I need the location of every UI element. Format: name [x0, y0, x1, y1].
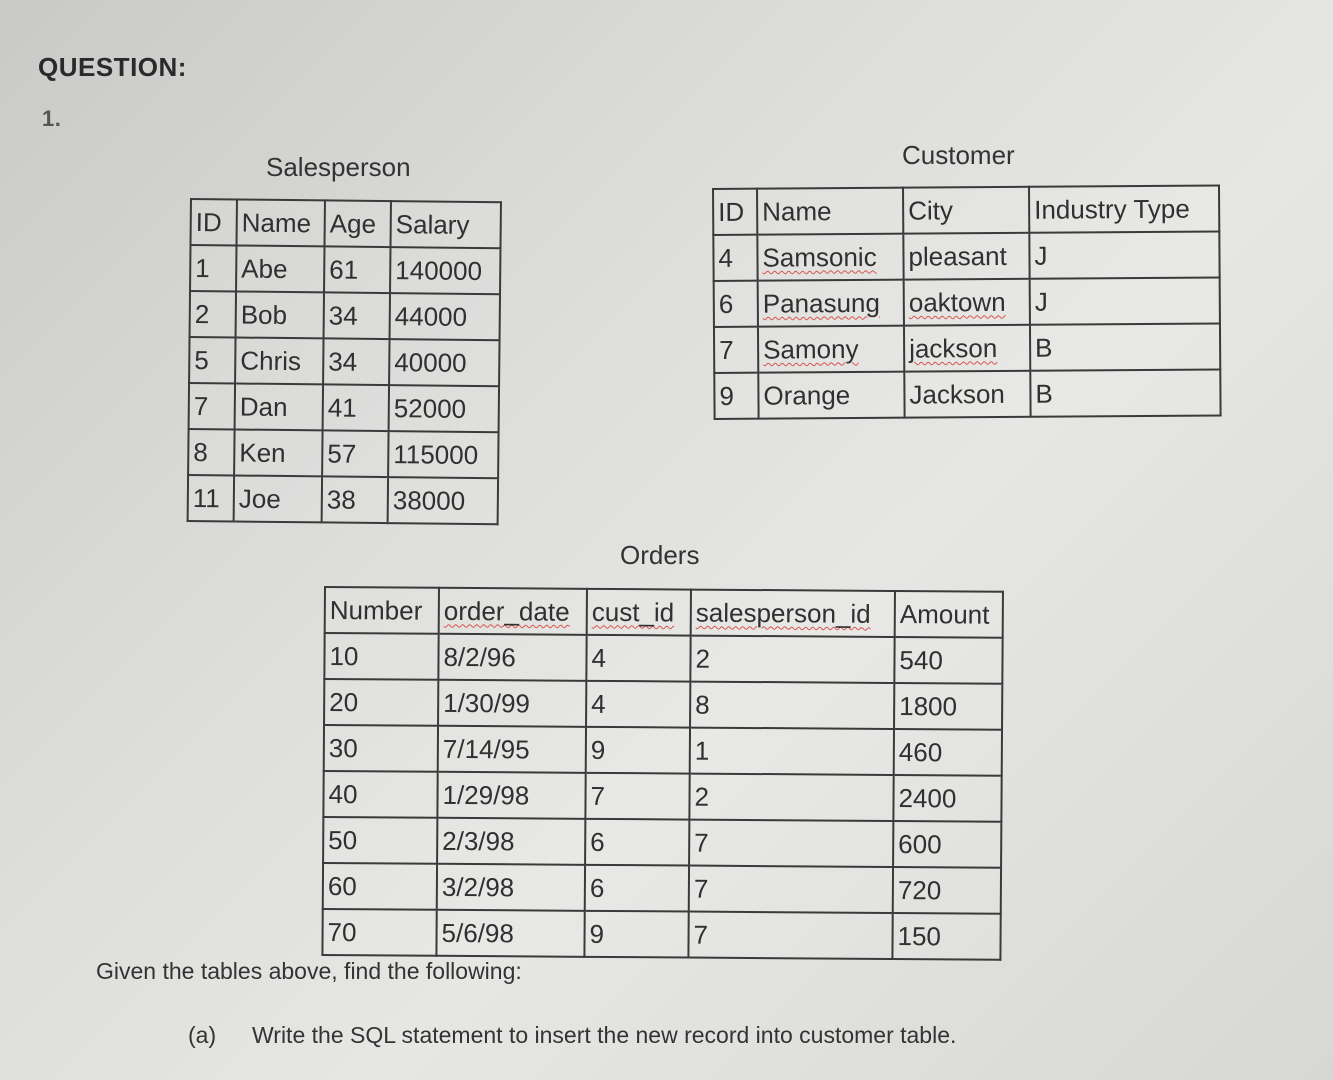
customer-caption: Customer: [902, 140, 1015, 170]
header-row: [325, 587, 1003, 638]
table-row: [189, 383, 499, 432]
table-cell: 7: [585, 773, 689, 820]
header-row: [713, 185, 1219, 235]
orders-table: [321, 586, 1004, 961]
header-cell: Name: [757, 188, 903, 235]
table-row: [188, 429, 498, 478]
header-cell: City: [903, 187, 1029, 234]
table-cell: B: [1030, 323, 1220, 370]
table-cell: J: [1029, 231, 1219, 278]
table-cell: pleasant: [903, 233, 1029, 280]
table-cell: 6: [585, 865, 689, 912]
header-row: [191, 199, 501, 248]
table-cell: 7: [689, 820, 893, 867]
table-cell: 57: [322, 430, 388, 477]
header-cell: cust_id: [587, 589, 691, 636]
table-cell: 52000: [389, 385, 499, 432]
table-cell: 6: [585, 819, 689, 866]
table-row: [190, 245, 500, 294]
table-cell: 6: [714, 281, 758, 327]
table-cell: 150: [892, 913, 1000, 960]
table-cell: 1/29/98: [437, 772, 585, 819]
table-cell: Bob: [236, 291, 324, 338]
table-cell: 600: [893, 821, 1001, 868]
header-cell: ID: [191, 199, 237, 245]
table-row: [189, 337, 499, 386]
table-cell: 34: [324, 292, 390, 339]
table-cell: 1: [190, 245, 236, 291]
table-row: [324, 679, 1002, 730]
table-cell: 11: [188, 475, 234, 521]
table-cell: B: [1030, 369, 1220, 416]
table-cell: Joe: [234, 475, 322, 522]
header-cell: Name: [237, 199, 325, 246]
header-cell: Age: [325, 200, 391, 247]
table-cell: 44000: [390, 293, 500, 340]
table-cell: 34: [323, 338, 389, 385]
table-cell: 1/30/99: [438, 680, 586, 727]
table-row: [324, 725, 1002, 776]
table-cell: 1: [690, 728, 894, 775]
table-cell: 2400: [893, 775, 1001, 822]
table-row: [713, 231, 1219, 281]
table-cell: 7: [689, 866, 893, 913]
table-row: [714, 323, 1220, 373]
table-cell: 5: [189, 337, 235, 383]
table-cell: Dan: [235, 383, 323, 430]
table-cell: 38: [322, 476, 388, 523]
table-row: [322, 909, 1000, 960]
table-row: [188, 475, 498, 524]
table-cell: 40000: [389, 339, 499, 386]
table-cell: 720: [893, 867, 1001, 914]
table-cell: 30: [324, 725, 438, 772]
header-cell: Amount: [895, 591, 1003, 638]
table-row: [714, 277, 1220, 327]
table-cell: 38000: [388, 477, 498, 524]
table-cell: Ken: [234, 429, 322, 476]
salesperson-caption: Salesperson: [266, 152, 411, 182]
table-cell: 40: [323, 771, 437, 818]
table-cell: 4: [713, 235, 757, 281]
table-row: [190, 291, 500, 340]
question-number: 1.: [42, 106, 62, 131]
salesperson-table: [187, 198, 502, 525]
table-row: [714, 369, 1220, 419]
table-cell: 20: [324, 679, 438, 726]
table-row: [323, 817, 1001, 868]
header-cell: ID: [713, 189, 757, 235]
table-cell: Panasung: [758, 280, 904, 327]
table-cell: 7: [714, 327, 758, 373]
table-cell: Samsonic: [757, 234, 903, 281]
table-cell: 41: [323, 384, 389, 431]
table-cell: Jackson: [904, 371, 1030, 418]
table-cell: 4: [586, 681, 690, 728]
table-cell: 7: [688, 912, 892, 959]
question-heading: QUESTION:: [38, 52, 187, 82]
table-cell: 9: [584, 911, 688, 958]
table-cell: 8: [188, 429, 234, 475]
table-cell: 7/14/95: [438, 726, 586, 773]
part-a-label: (a): [188, 1022, 217, 1048]
instructions-text: Given the tables above, find the following:: [96, 958, 522, 984]
table-cell: 140000: [390, 247, 500, 294]
table-cell: 60: [323, 863, 437, 910]
header-cell: Industry Type: [1029, 185, 1219, 232]
table-row: [323, 863, 1001, 914]
table-cell: jackson: [904, 325, 1030, 372]
table-cell: 9: [714, 373, 758, 419]
table-cell: 1800: [894, 683, 1002, 730]
table-cell: 70: [322, 909, 436, 956]
table-cell: 2: [689, 774, 893, 821]
header-cell: Salary: [390, 201, 500, 248]
table-cell: 10: [324, 633, 438, 680]
table-cell: 50: [323, 817, 437, 864]
table-cell: 460: [894, 729, 1002, 776]
table-cell: 2: [690, 636, 894, 683]
table-cell: Orange: [758, 372, 904, 419]
orders-caption: Orders: [620, 540, 700, 570]
table-cell: Samony: [758, 326, 904, 373]
table-cell: 4: [586, 635, 690, 682]
table-cell: 8/2/96: [438, 634, 586, 681]
table-cell: 540: [894, 637, 1002, 684]
table-cell: 2/3/98: [437, 818, 585, 865]
table-cell: 8: [690, 682, 894, 729]
header-cell: order_date: [439, 588, 587, 635]
table-cell: 115000: [388, 431, 498, 478]
part-a-text: Write the SQL statement to insert the new record into customer table.: [252, 1022, 957, 1048]
table-cell: 5/6/98: [436, 910, 584, 957]
table-row: [323, 771, 1001, 822]
table-cell: 3/2/98: [437, 864, 585, 911]
header-cell: salesperson_id: [691, 590, 895, 637]
table-cell: 61: [324, 246, 390, 293]
table-cell: 2: [190, 291, 236, 337]
table-row: [324, 633, 1002, 684]
customer-table: [712, 184, 1222, 420]
table-cell: J: [1030, 277, 1220, 324]
table-cell: Chris: [235, 337, 323, 384]
table-cell: oaktown: [904, 279, 1030, 326]
header-cell: Number: [325, 587, 439, 634]
table-cell: Abe: [236, 245, 324, 292]
table-cell: 9: [586, 727, 690, 774]
table-cell: 7: [189, 383, 235, 429]
